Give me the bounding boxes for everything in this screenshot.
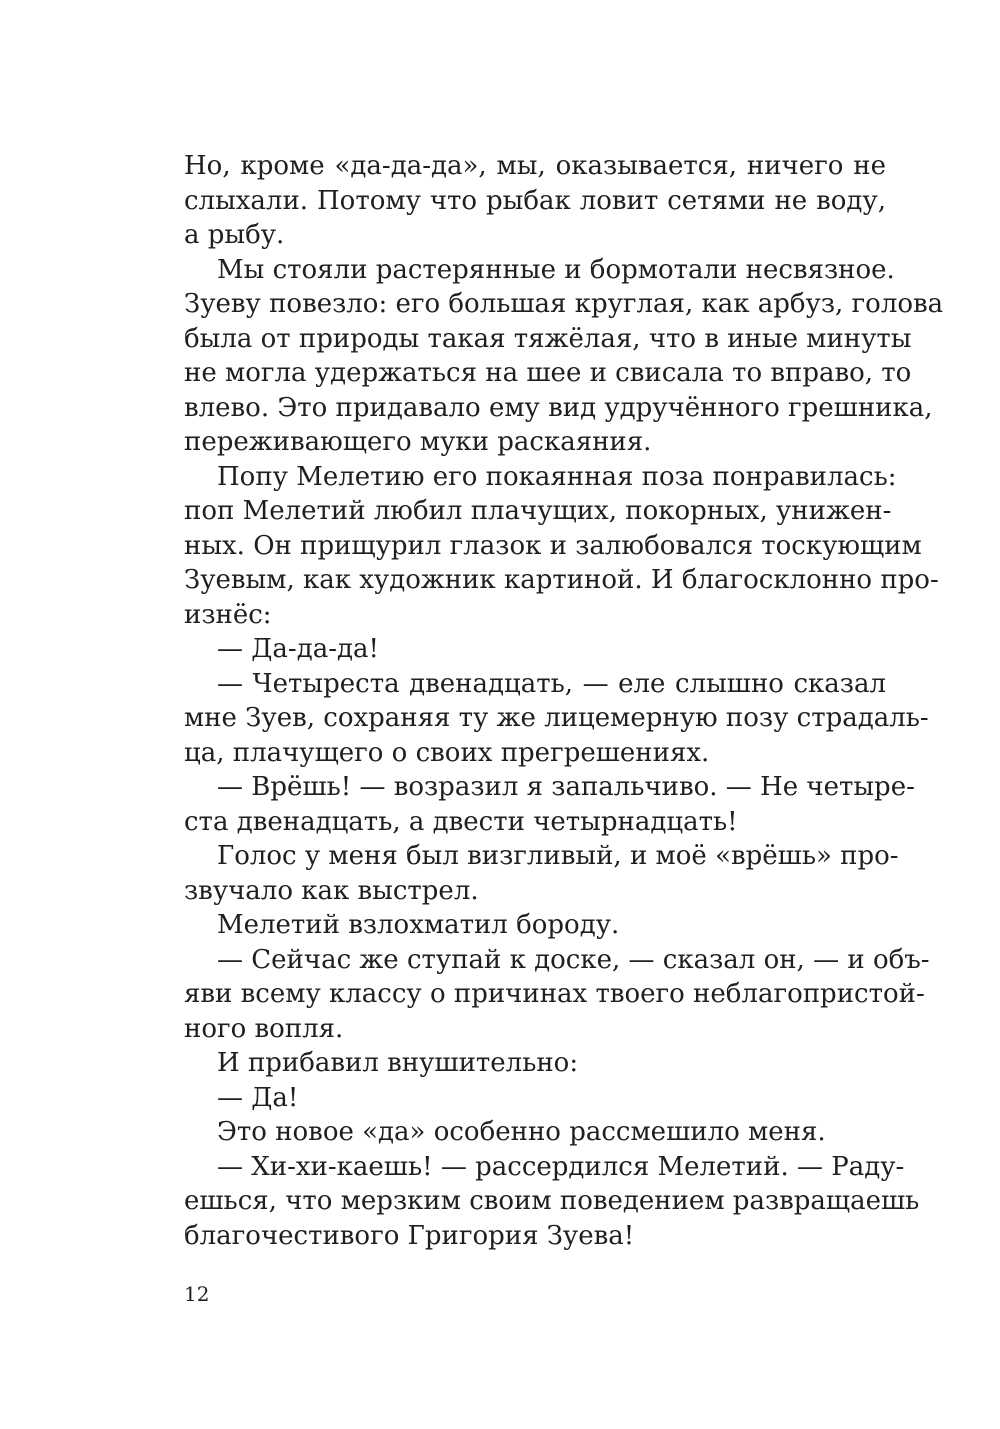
page-number: 12 <box>184 1282 210 1306</box>
text-line: Попу Мелетию его покаянная поза понравилась: <box>217 461 897 492</box>
text-line: ца, плачущего о своих прегрешениях. <box>184 737 710 768</box>
text-line: звучало как выстрел. <box>184 875 479 906</box>
text-line: ста двенадцать, а двести четырнадцать! <box>184 806 738 837</box>
text-line: ного вопля. <box>184 1013 344 1044</box>
text-line: поп Мелетий любил плачущих, покорных, унижен- <box>184 496 892 526</box>
text-line: слыхали. Потому что рыбак ловит сетями не воду, <box>184 185 886 216</box>
text-line: — Врёшь! — возразил я запальчиво. — Не четыре- <box>217 772 915 802</box>
text-line: яви всему классу о причинах твоего неблагопристой- <box>184 979 925 1009</box>
text-line: Зуеву повезло: его большая круглая, как арбуз, голова <box>184 289 944 319</box>
text-line: влево. Это придавало ему вид удручённого грешника, <box>184 392 933 423</box>
text-line: Мелетий взлохматил бороду. <box>217 910 620 940</box>
text-line: а рыбу. <box>184 220 285 250</box>
text-line: — Сейчас же ступай к доске, — сказал он, — и объ- <box>217 944 930 975</box>
text-line: Зуевым, как художник картиной. И благосклонно про- <box>184 565 939 595</box>
text-line: Но, кроме «да-да-да», мы, оказывается, ничего не <box>184 151 886 181</box>
body-text <box>184 149 944 1253</box>
text-line: — Да! <box>217 1082 299 1113</box>
text-line: — Хи-хи-каешь! — рассердился Мелетий. — Раду- <box>217 1151 905 1182</box>
text-line: Это новое «да» особенно рассмешило меня. <box>217 1117 826 1147</box>
text-line: мне Зуев, сохраняя ту же лицемерную позу страдаль- <box>184 703 929 733</box>
text-line: ешься, что мерзким своим поведением развращаешь <box>184 1186 920 1216</box>
text-line: была от природы такая тяжёлая, что в иные минуты <box>184 323 912 354</box>
text-line: — Да-да-да! <box>217 634 379 664</box>
text-line: И прибавил внушительно: <box>217 1048 579 1078</box>
text-line: — Четыреста двенадцать, — еле слышно сказал <box>217 668 886 699</box>
text-line: Мы стояли растерянные и бормотали несвязное. <box>217 254 895 285</box>
text-line: не могла удержаться на шее и свисала то вправо, то <box>184 358 912 388</box>
text-line: Голос у меня был визгливый, и моё «врёшь» про- <box>217 841 899 871</box>
text-line: переживающего муки раскаяния. <box>184 427 652 457</box>
text-line: ных. Он прищурил глазок и залюбовался тоскующим <box>184 530 922 561</box>
text-line: изнёс: <box>184 599 272 630</box>
text-line: благочестивого Григория Зуева! <box>184 1220 635 1251</box>
